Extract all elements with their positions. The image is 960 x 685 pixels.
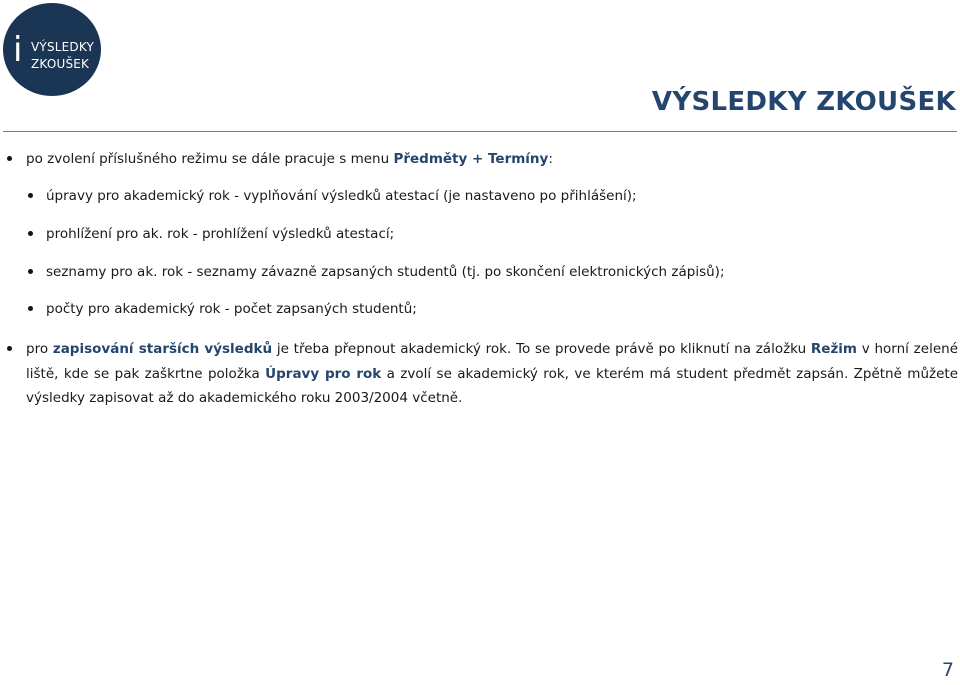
logo-badge [3, 3, 101, 96]
highlight-text: Úpravy pro rok [265, 365, 382, 382]
list-item: prohlížení pro ak. rok - prohlížení výsledků atestací; [46, 226, 395, 242]
intro-text: po zvolení příslušného režimu se dále pracuje s menu Předměty + Termíny: [26, 151, 553, 167]
list-item: úpravy pro akademický rok - vyplňování výsledků atestací (je nastaveno po přihlášení); [46, 188, 637, 204]
page-title: VÝSLEDKY ZKOUŠEK [651, 87, 956, 117]
bullet-icon [7, 346, 12, 351]
menu-name: Předměty + Termíny [393, 151, 549, 167]
highlight-text: Režim [810, 341, 857, 357]
logo-line-1: VÝSLEDKY [31, 40, 95, 54]
info-icon: i [13, 30, 23, 70]
logo-line-2: ZKOUŠEK [31, 57, 90, 71]
bullet-icon [7, 156, 12, 161]
list-item: počty pro akademický rok - počet zapsaných studentů; [46, 301, 417, 317]
highlight-text: zapisování starších výsledků [52, 341, 273, 357]
list-item: seznamy pro ak. rok - seznamy závazně zapsaných studentů (tj. po skončení elektronických zápisů); [46, 264, 725, 280]
bullet-icon [28, 193, 33, 198]
logo-text [31, 39, 94, 73]
bullet-icon [28, 231, 33, 236]
bullet-icon [28, 269, 33, 274]
title-divider [3, 131, 957, 132]
page-number: 7 [941, 659, 954, 681]
bullet-icon [28, 306, 33, 311]
info-paragraph: pro zapisování starších výsledků je třeba přepnout akademický rok. To se provede právě po kliknutí na záložku Režim v horní zelené liště, kde se pak zaškrtne položka Úpravy pro rok a zvolí se akademický rok, ve kterém má student předmět zapsán. Zpětně můžete výsledky zapisovat až do akademického roku 2003/2004 včetně. [26, 341, 959, 406]
